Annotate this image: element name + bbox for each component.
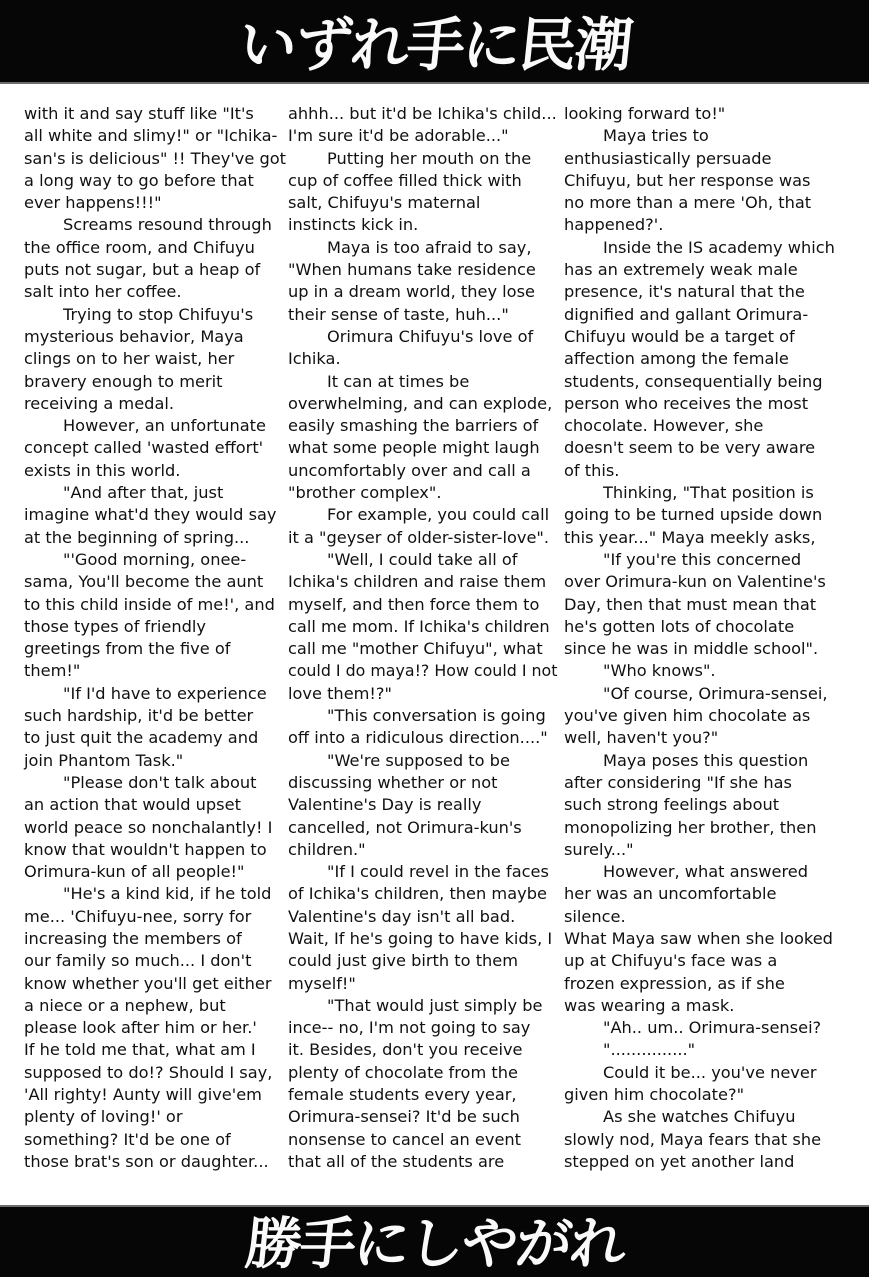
text-line: Screams resound through [63, 215, 272, 235]
text-line: uncomfortably over and call a [288, 460, 531, 480]
text-line: know whether you'll get either [24, 973, 272, 993]
text-line: ever happens!!!" [24, 193, 162, 213]
text-line: up at Chifuyu's face was a [564, 951, 778, 971]
text-line: "This conversation is going [327, 706, 546, 726]
text-line: discussing whether or not [288, 772, 498, 792]
text-line: of this. [564, 460, 620, 480]
text-line: receiving a medal. [24, 393, 175, 413]
text-line: her was an uncomfortable [564, 884, 777, 904]
text-line: As she watches Chifuyu [603, 1107, 796, 1127]
text-line: at the beginning of spring... [24, 527, 250, 547]
text-line: going to be turned upside down [564, 505, 823, 525]
text-line: over Orimura-kun on Valentine's [564, 572, 826, 592]
text-line: the office room, and Chifuyu [24, 237, 255, 257]
text-line: those types of friendly [24, 616, 206, 636]
text-line: san's is delicious" !! They've got [24, 148, 287, 168]
text-line: Putting her mouth on the [327, 148, 532, 168]
text-line: such hardship, it'd be better [24, 706, 254, 726]
text-line: no more than a mere 'Oh, that [564, 193, 812, 213]
text-line: "brother complex". [288, 483, 442, 503]
text-line: puts not sugar, but a heap of [24, 260, 261, 280]
text-line: Orimura-sensei? It'd be such [288, 1107, 520, 1127]
text-line: call me "mother Chifuyu", what [288, 639, 543, 659]
text-line: what some people might laugh [288, 438, 540, 458]
text-line: Maya is too afraid to say, [327, 237, 532, 257]
text-line: doesn't seem to be very aware [564, 438, 816, 458]
text-line: plenty of loving!' or [24, 1107, 183, 1127]
text-line: "And after that, just [63, 483, 224, 503]
text-line: cancelled, not Orimura-kun's [288, 817, 522, 837]
text-line: a long way to go before that [24, 170, 254, 190]
text-line: world peace so nonchalantly! I [24, 817, 273, 837]
text-column-1 [24, 103, 286, 1173]
text-line: greetings from the five of [24, 639, 231, 659]
text-line: sama, You'll become the aunt [24, 572, 264, 592]
text-line: myself, and then force them to [288, 594, 540, 614]
text-line: love them!?" [288, 683, 392, 703]
footer-banner [0, 1205, 869, 1277]
text-line: Trying to stop Chifuyu's [63, 304, 254, 324]
text-line: imagine what'd they would say [24, 505, 277, 525]
text-line: children." [288, 839, 366, 859]
text-line: However, what answered [603, 862, 809, 882]
text-line: I'm sure it'd be adorable..." [288, 126, 509, 146]
text-line: me... 'Chifuyu-nee, sorry for [24, 906, 252, 926]
text-line: join Phantom Task." [24, 750, 184, 770]
text-line: mysterious behavior, Maya [24, 326, 244, 346]
text-line: female students every year, [288, 1085, 517, 1105]
text-line: dignified and gallant Orimura- [564, 304, 809, 324]
text-line: enthusiastically persuade [564, 148, 772, 168]
text-line: Inside the IS academy which [603, 237, 835, 257]
text-line: myself!" [288, 973, 356, 993]
text-line: it a "geyser of older-sister-love". [288, 527, 550, 547]
text-line: given him chocolate?" [564, 1085, 745, 1105]
text-line: salt into her coffee. [24, 282, 182, 302]
text-line: concept called 'wasted effort' [24, 438, 264, 458]
text-line: since he was in middle school". [564, 639, 819, 659]
text-line: Maya poses this question [603, 750, 809, 770]
text-line: that all of the students are [288, 1151, 505, 1171]
text-line: all white and slimy!" or "Ichika- [24, 126, 278, 146]
text-line: Valentine's day isn't all bad. [288, 906, 516, 926]
text-line: Chifuyu would be a target of [564, 326, 795, 346]
text-line: something? It'd be one of [24, 1129, 231, 1149]
text-line: off into a ridiculous direction...." [288, 728, 548, 748]
text-line: could just give birth to them [288, 951, 519, 971]
text-line: our family so much... I don't [24, 951, 252, 971]
text-line: it. Besides, don't you receive [288, 1040, 523, 1060]
text-line: "Of course, Orimura-sensei, [603, 683, 828, 703]
text-line: Could it be... you've never [603, 1062, 817, 1082]
text-line: call me mom. If Ichika's children [288, 616, 550, 636]
header-banner [0, 0, 869, 84]
text-line: "Well, I could take all of [327, 549, 518, 569]
text-line: could I do maya!? How could I not [288, 661, 558, 681]
text-line: "He's a kind kid, if he told [63, 884, 272, 904]
header-calligraphy-title: いずれ手に民潮 [234, 11, 635, 79]
text-line: clings on to her waist, her [24, 349, 235, 369]
text-column-3 [564, 103, 854, 1173]
text-line: Ichika's children and raise them [288, 572, 547, 592]
text-line: Wait, If he's going to have kids, I [288, 928, 553, 948]
text-line: "That would just simply be [327, 995, 543, 1015]
text-line: know that wouldn't happen to [24, 839, 267, 859]
text-line: "If I could revel in the faces [327, 862, 549, 882]
footer-calligraphy-title: 勝手にしやがれ [242, 1211, 627, 1277]
text-line: overwhelming, and can explode, [288, 393, 553, 413]
text-line: ince-- no, I'm not going to say [288, 1018, 531, 1038]
text-line: monopolizing her brother, then [564, 817, 817, 837]
text-line: Orimura Chifuyu's love of [327, 326, 534, 346]
text-line: "Please don't talk about [63, 772, 257, 792]
text-line: happened?'. [564, 215, 664, 235]
text-line: "'Good morning, onee- [63, 549, 247, 569]
text-line: plenty of chocolate from the [288, 1062, 518, 1082]
text-line: easily smashing the barriers of [288, 416, 539, 436]
text-line: exists in this world. [24, 460, 181, 480]
text-line: affection among the female [564, 349, 789, 369]
text-line: slowly nod, Maya fears that she [564, 1129, 822, 1149]
text-column-2 [288, 103, 558, 1173]
text-line: Day, then that must mean that [564, 594, 817, 614]
text-line: nonsense to cancel an event [288, 1129, 522, 1149]
text-line: Orimura-kun of all people!" [24, 862, 245, 882]
text-line: supposed to do!? Should I say, [24, 1062, 273, 1082]
text-line: Chifuyu, but her response was [564, 170, 811, 190]
text-line: was wearing a mask. [564, 995, 735, 1015]
text-line: "If I'd have to experience [63, 683, 267, 703]
text-line: "We're supposed to be [327, 750, 510, 770]
text-line: "When humans take residence [288, 260, 536, 280]
text-line: such strong feelings about [564, 795, 780, 815]
text-line: of Ichika's children, then maybe [288, 884, 547, 904]
text-line: "If you're this concerned [603, 549, 802, 569]
text-line: well, haven't you?" [564, 728, 719, 748]
text-line: them!" [24, 661, 81, 681]
text-line: person who receives the most [564, 393, 809, 413]
text-line: Thinking, "That position is [603, 483, 814, 503]
text-line: he's gotten lots of chocolate [564, 616, 795, 636]
text-line: stepped on yet another land [564, 1151, 795, 1171]
text-line: What Maya saw when she looked [564, 928, 833, 948]
text-line: "Ah.. um.. Orimura-sensei? [603, 1018, 822, 1038]
text-line: If he told me that, what am I [24, 1040, 256, 1060]
text-line: Valentine's Day is really [288, 795, 482, 815]
text-line: you've given him chocolate as [564, 706, 811, 726]
text-line: those brat's son or daughter... [24, 1151, 269, 1171]
text-line: their sense of taste, huh..." [288, 304, 509, 324]
text-line: surely..." [564, 839, 634, 859]
text-line: 'All righty! Aunty will give'em [24, 1085, 262, 1105]
text-line: after considering "If she has [564, 772, 792, 792]
text-line: instincts kick in. [288, 215, 419, 235]
text-line: It can at times be [327, 371, 470, 391]
text-line: Maya tries to [603, 126, 709, 146]
text-line: to this child inside of me!', and [24, 594, 275, 614]
text-line: an action that would upset [24, 795, 241, 815]
text-line: bravery enough to merit [24, 371, 223, 391]
text-line: presence, it's natural that the [564, 282, 805, 302]
text-line: to just quit the academy and [24, 728, 259, 748]
text-line: looking forward to!" [564, 104, 726, 123]
text-line: "..............." [603, 1040, 696, 1060]
text-line: salt, Chifuyu's maternal [288, 193, 481, 213]
text-line: with it and say stuff like "It's [24, 104, 254, 123]
text-line: "Who knows". [603, 661, 716, 681]
text-line: ahhh... but it'd be Ichika's child... [288, 104, 557, 123]
text-line: cup of coffee filled thick with [288, 170, 522, 190]
text-line: this year..." Maya meekly asks, [564, 527, 816, 547]
text-line: increasing the members of [24, 928, 242, 948]
text-line: has an extremely weak male [564, 260, 798, 280]
text-line: students, consequentially being [564, 371, 823, 391]
text-line: Ichika. [288, 349, 341, 369]
text-line: please look after him or her.' [24, 1018, 257, 1038]
text-line: frozen expression, as if she [564, 973, 785, 993]
text-line: For example, you could call [327, 505, 550, 525]
text-line: a niece or a nephew, but [24, 995, 226, 1015]
text-line: silence. [564, 906, 626, 926]
text-line: However, an unfortunate [63, 416, 266, 436]
text-line: up in a dream world, they lose [288, 282, 535, 302]
text-line: chocolate. However, she [564, 416, 764, 436]
